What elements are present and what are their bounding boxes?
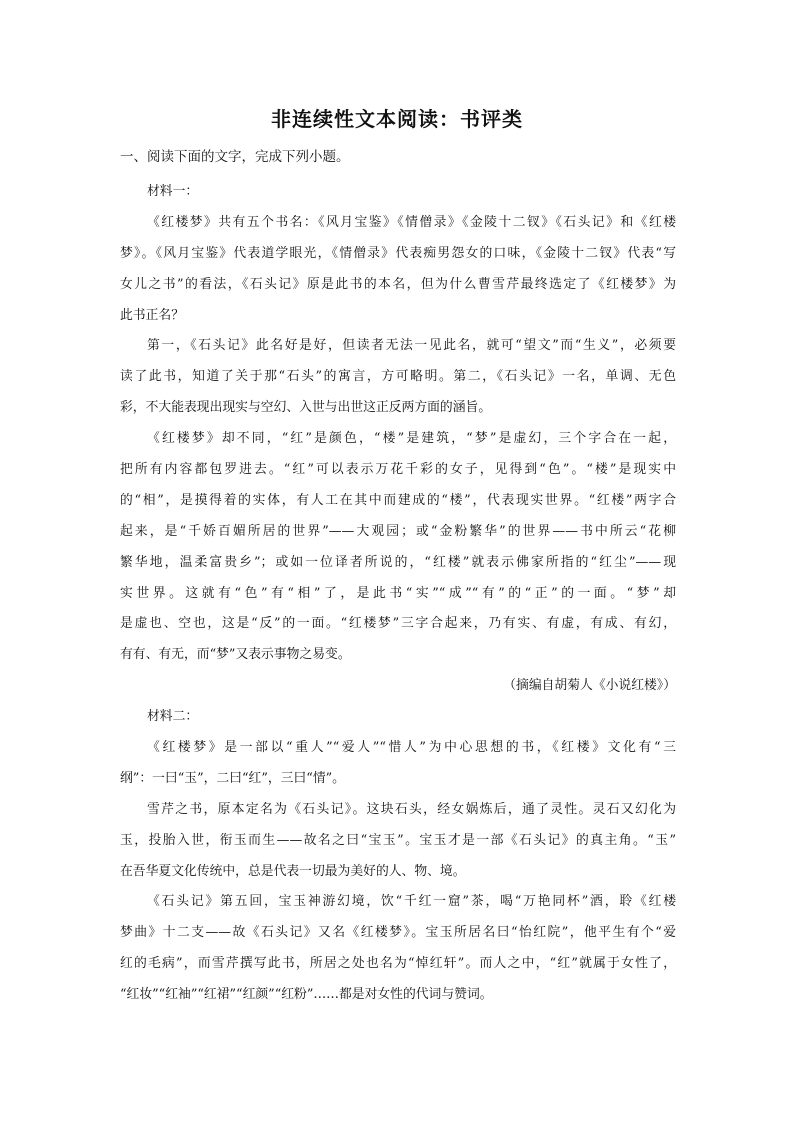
text-line: 材料二：: [147, 709, 199, 725]
text-line: 把所有内容都包罗进去。“红”可以表示万花千彩的女子，见得到“色”。“楼”是现实中: [120, 462, 676, 478]
text-line: 《石头记》第五回，宝玉神游幻境，饮“千红一窟”茶，喝“万艳同杯”酒，聆《红楼: [147, 894, 676, 910]
text-line: 实世界。这就有“色”有“相”了，是此书“实”“成”“有”的“正”的一面。“梦”却: [120, 585, 676, 601]
document-title: 非连续性文本阅读：书评类: [271, 107, 523, 131]
text-line: 《红楼梦》是一部以“重人”“爱人”“惜人”为中心思想的书，《红楼》文化有“三: [147, 740, 676, 756]
text-line: 在吾华夏文化传统中，总是代表一切最为美好的人、物、境。: [120, 863, 466, 879]
text-line: 起来，是“千娇百媚所居的世界”——大观园；或“金粉繁华”的世界——书中所云“花柳: [120, 523, 676, 539]
text-line: 繁华地，温柔富贵乡”；或如一位译者所说的，“红楼”就表示佛家所指的“红尘”——现: [120, 554, 676, 570]
text-line: 第一，《石头记》此名好是好，但读者无法一见此名，就可“望文”而“生义”，必须要: [147, 338, 676, 354]
text-line: 读了此书，知道了关于那“石头”的寓言，方可略明。第二，《石头记》一名，单调、无色: [120, 369, 676, 385]
text-line: 纲”：一曰“玉”，二曰“红”，三曰“情”。: [120, 770, 345, 786]
text-line: 梦》。《风月宝鉴》代表道学眼光，《情僧录》代表痴男怨女的口味，《金陵十二钗》代表“写: [120, 245, 676, 261]
text-line: 材料一：: [147, 184, 199, 199]
article-body: [120, 177, 676, 1011]
text-line: 《红楼梦》共有五个书名：《风月宝鉴》《情僧录》《金陵十二钗》《石头记》和《红楼: [147, 214, 676, 230]
text-line: 的“相”，是摸得着的实体，有人工在其中而建成的“楼”，代表现实世界。“红楼”两字合: [120, 492, 676, 508]
text-line: 是虚也、空也，这是“反”的一面。“红楼梦”三字合起来，乃有实、有虚，有成、有幻，: [120, 616, 676, 632]
text-line: 有有、有无，而“梦”又表示事物之易变。: [120, 647, 351, 663]
text-line: 梦曲》十二支——故《石头记》又名《红楼梦》。宝玉所居名曰“怡红院”，他平生有个“爱: [120, 925, 676, 941]
question-instruction: 一、阅读下面的文字，完成下列小题。: [120, 149, 350, 165]
text-line: 女儿之书”的看法，《石头记》原是此书的本名，但为什么曹雪芹最终选定了《红楼梦》为: [120, 276, 676, 292]
text-line: “红妆”“红袖”“红裙”“红颜”“红粉”……都是对女性的代词与赞词。: [120, 987, 493, 1003]
text-line: 此书正名？: [120, 307, 184, 323]
text-line: 彩，不大能表现出现实与空幻、入世与出世这正反两方面的涵旨。: [120, 400, 492, 416]
text-line: 红的毛病”，而雪芹撰写此书，所居之处也名为“悼红轩”。而人之中，“红”就属于女性了，: [120, 956, 676, 972]
text-line: 雪芹之书，原本定名为《石头记》。这块石头，经女娲炼后，通了灵性。灵石又幻化为: [147, 801, 676, 817]
citation-line: （摘编自胡菊人《小说红楼》）: [503, 678, 676, 694]
text-line: 《红楼梦》却不同，“红”是颜色，“楼”是建筑，“梦”是虚幻，三个字合在一起，: [147, 431, 676, 447]
text-line: 玉，投胎入世，衔玉而生——故名之曰“宝玉”。宝玉才是一部《石头记》的真主角。“玉”: [120, 832, 676, 848]
